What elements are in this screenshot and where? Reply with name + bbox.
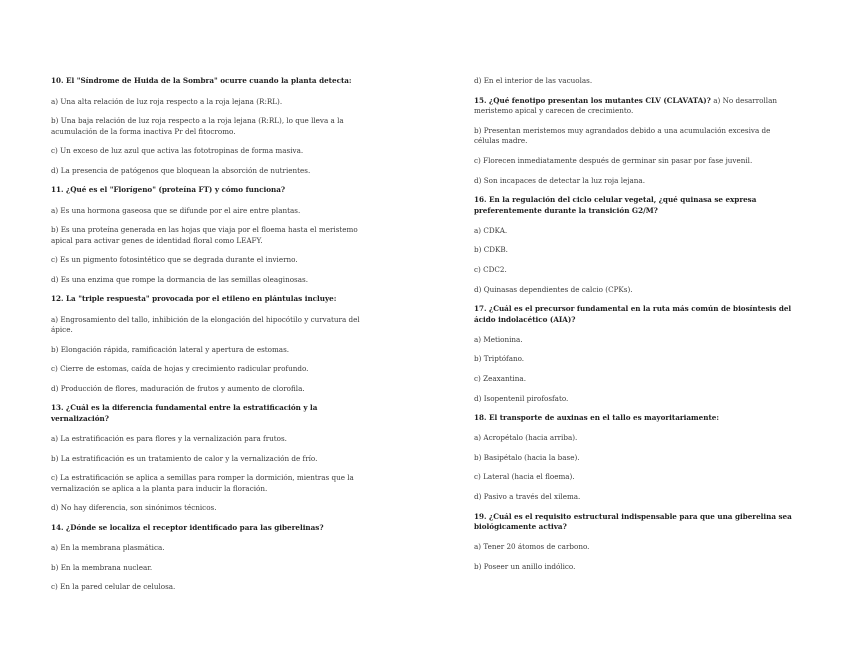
question-13-option-b: b) La estratificación es un tratamiento de calor y la vernalización de frío. bbox=[51, 453, 318, 463]
question-12-option-a: a) Engrosamiento del tallo, inhibición de la elongación del hipocótilo y curvatura del ápice. bbox=[51, 314, 360, 334]
question-11-option-b: b) Es una proteína generada en las hojas que viaja por el floema hasta el meristemo apical para activar genes de identidad floral como LEAFY. bbox=[51, 225, 358, 245]
question-19-option-b: b) Poseer un anillo indólico. bbox=[474, 561, 576, 571]
question-11-option-d: d) Es una enzima que rompe la dormancia de las semillas oleaginosas. bbox=[51, 274, 309, 284]
question-13-option-d: d) No hay diferencia, son sinónimos técnicos. bbox=[51, 503, 217, 512]
question-13-option-a: a) La estratificación es para flores y la vernalización para frutos. bbox=[51, 434, 287, 443]
question-12-option-c: c) Cierre de estomas, caída de hojas y crecimiento radicular profundo. bbox=[51, 364, 309, 373]
question-15-option-b: b) Presentan meristemos muy agrandados debido a una acumulación excesiva de células madre. bbox=[474, 125, 771, 146]
question-17-option-d: d) Isopentenil pirofosfato. bbox=[474, 393, 569, 403]
question-18-option-a: a) Acropétalo (hacia arriba). bbox=[474, 433, 578, 442]
question-15 bbox=[474, 96, 794, 117]
question-10: 10. El "Síndrome de Huida de la Sombra" ocurre cuando la planta detecta: bbox=[51, 76, 352, 85]
question-18: 18. El transporte de auxinas en el tallo es mayoritariamente: bbox=[474, 413, 719, 423]
question-16-option-d: d) Quinasas dependientes de calcio (CPKs). bbox=[474, 284, 633, 294]
question-14-option-c: c) En la pared celular de celulosa. bbox=[51, 582, 176, 591]
question-14-option-b: b) En la membrana nuclear. bbox=[51, 562, 153, 572]
question-17: 17. ¿Cuál es el precursor fundamental en la ruta más común de biosíntesis del ácido indolacético (AIA)? bbox=[474, 304, 792, 324]
question-15-option-c: c) Florecen inmediatamente después de germinar sin pasar por fase juvenil. bbox=[474, 156, 753, 166]
question-10-option-c: c) Un exceso de luz azul que activa las fototropinas de forma masiva. bbox=[51, 146, 304, 155]
question-11: 11. ¿Qué es el "Florígeno" (proteína FT) y cómo funciona? bbox=[51, 185, 286, 194]
question-14-option-a: a) En la membrana plasmática. bbox=[51, 543, 165, 552]
question-12-option-d: d) Producción de flores, maduración de frutos y aumento de clorofila. bbox=[51, 383, 305, 393]
question-16-option-b: b) CDKB. bbox=[474, 245, 508, 255]
question-17-option-a: a) Metionina. bbox=[474, 334, 523, 344]
question-18-option-d: d) Pasivo a través del xilema. bbox=[474, 492, 581, 502]
question-14: 14. ¿Dónde se localiza el receptor identificado para las giberelinas? bbox=[51, 522, 324, 532]
question-14-option-d: d) En el interior de las vacuolas. bbox=[474, 76, 593, 85]
question-13: 13. ¿Cuál es la diferencia fundamental entre la estratificación y la vernalización? bbox=[51, 403, 318, 423]
question-12-option-b: b) Elongación rápida, ramificación lateral y apertura de estomas. bbox=[51, 344, 290, 354]
question-12: 12. La "triple respuesta" provocada por el etileno en plántulas incluye: bbox=[51, 294, 337, 303]
question-17-option-c: c) Zeaxantina. bbox=[474, 373, 527, 383]
question-18-option-c: c) Lateral (hacia el floema). bbox=[474, 472, 575, 482]
question-17-option-b: b) Triptófano. bbox=[474, 354, 525, 364]
question-15-option-a: a) No desarrollan meristemo apical y carecen de crecimiento. bbox=[474, 95, 778, 116]
question-19: 19. ¿Cuál es el requisito estructural indispensable para que una giberelina sea biológicamente activa? bbox=[474, 511, 792, 532]
question-11-option-c: c) Es un pigmento fotosintético que se degrada durante el invierno. bbox=[51, 255, 298, 264]
left-column bbox=[51, 76, 376, 602]
right-column bbox=[474, 76, 794, 581]
question-16: 16. En la regulación del ciclo celular vegetal, ¿qué quinasa se expresa preferentemente durante la transición G2/M? bbox=[474, 195, 757, 215]
question-16-option-c: c) CDC2. bbox=[474, 265, 507, 274]
question-10-option-b: b) Una baja relación de luz roja respecto a la roja lejana (R:RL), lo que lleva a la acumulación de la forma inactiva Pr del fitocromo. bbox=[51, 116, 344, 136]
question-10-option-a: a) Una alta relación de luz roja respecto a la roja lejana (R:RL). bbox=[51, 96, 283, 106]
question-19-option-a: a) Tener 20 átomos de carbono. bbox=[474, 541, 590, 551]
question-15-option-d: d) Son incapaces de detectar la luz roja lejana. bbox=[474, 175, 645, 185]
question-10-option-d: d) La presencia de patógenos que bloquean la absorción de nutrientes. bbox=[51, 165, 311, 175]
question-15-title: 15. ¿Qué fenotipo presentan los mutantes CLV (CLAVATA)? bbox=[474, 95, 711, 105]
question-13-option-c: c) La estratificación se aplica a semillas para romper la dormición, mientras que la vernalización se aplica a la planta para inducir la floración. bbox=[51, 473, 354, 493]
question-18-option-b: b) Basipétalo (hacia la base). bbox=[474, 452, 580, 462]
question-11-option-a: a) Es una hormona gaseosa que se difunde por el aire entre plantas. bbox=[51, 205, 301, 215]
question-16-option-a: a) CDKA. bbox=[474, 225, 508, 235]
